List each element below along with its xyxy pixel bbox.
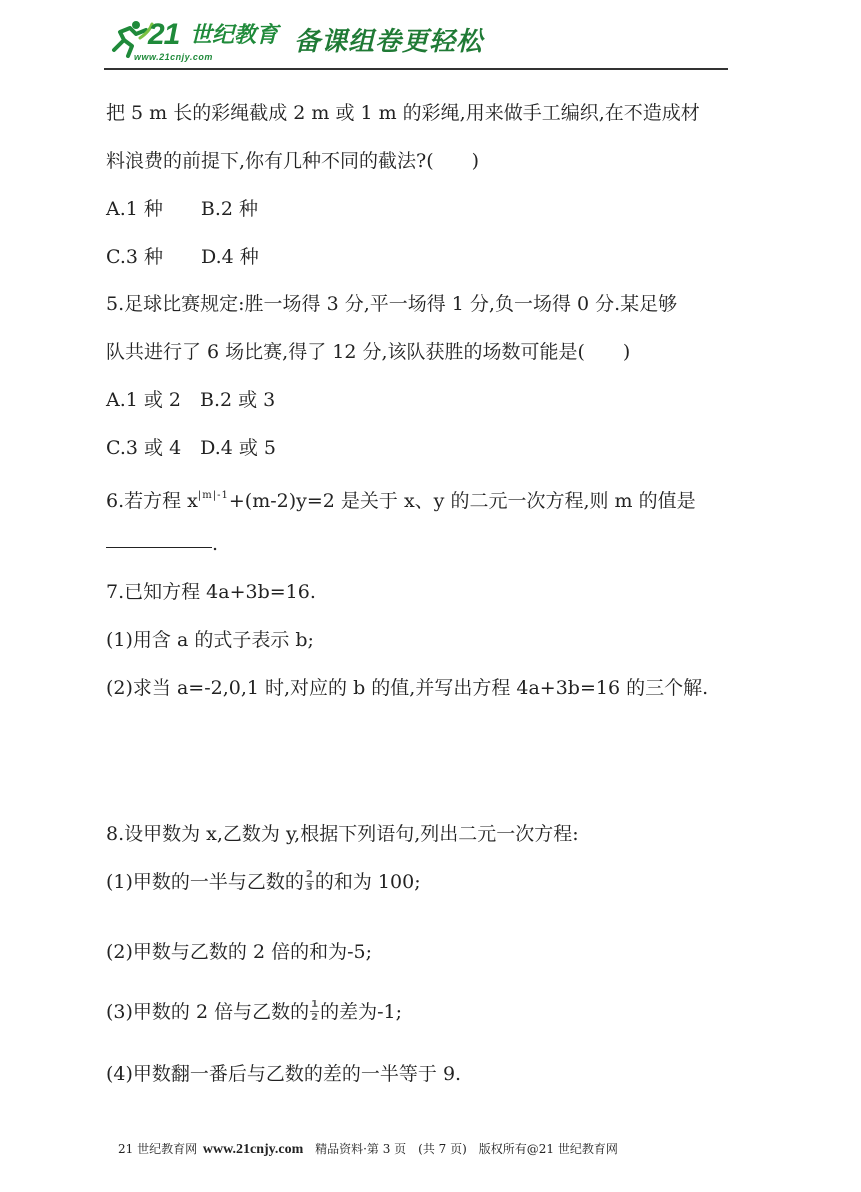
q8-part2: (2)甲数与乙数的 2 倍的和为-5; xyxy=(106,941,372,963)
header-divider xyxy=(104,68,728,70)
q8-part1-tail: 的和为 100; xyxy=(314,871,421,893)
q8-part4: (4)甲数翻一番后与乙数的差的一半等于 9. xyxy=(106,1063,462,1085)
q6-exponent: |m|-1 xyxy=(197,490,229,501)
fraction-denominator: 2 xyxy=(311,1011,319,1023)
q4-stem-line1: 把 5 m 长的彩绳截成 2 m 或 1 m 的彩绳,用来做手工编织,在不造成材 xyxy=(106,102,700,124)
header-slogan: 备课组卷更轻松 xyxy=(294,27,484,57)
q5-stem-line1: 5.足球比赛规定:胜一场得 3 分,平一场得 1 分,负一场得 0 分.某足够 xyxy=(106,293,678,315)
q6-answer-blank xyxy=(106,547,212,548)
q8-part1-text: (1)甲数的一半与乙数的 xyxy=(106,871,304,893)
q6-stem xyxy=(106,484,696,513)
logo-number: 21 xyxy=(148,18,180,51)
footer-info: 精品资料·第 3 页 (共 7 页) 版权所有@21 世纪教育网 xyxy=(315,1142,618,1156)
q8-part3-text: (3)甲数的 2 倍与乙数的 xyxy=(106,1001,310,1023)
fraction-denominator: 3 xyxy=(305,881,313,893)
fraction-one-half xyxy=(310,1000,319,1023)
footer-url: www.21cnjy.com xyxy=(202,1142,304,1157)
q8-stem: 8.设甲数为 x,乙数为 y,根据下列语句,列出二元一次方程: xyxy=(106,823,579,845)
q5-options-ab: A.1 或 2 B.2 或 3 xyxy=(106,389,276,411)
q8-part3-tail: 的差为-1; xyxy=(320,1001,402,1023)
fraction-numerator: 1 xyxy=(311,998,319,1010)
q8-part3 xyxy=(106,1000,402,1025)
q8-part1 xyxy=(106,870,421,895)
q6-end-period: . xyxy=(212,533,219,555)
q7-stem: 7.已知方程 4a+3b=16. xyxy=(106,581,316,603)
q5-options-cd: C.3 或 4 D.4 或 5 xyxy=(106,437,277,459)
fraction-numerator: 2 xyxy=(305,868,313,880)
fraction-two-thirds xyxy=(305,870,314,893)
page-footer xyxy=(118,1141,618,1158)
q6-suffix: +(m-2)y=2 是关于 x、y 的二元一次方程,则 m 的值是 xyxy=(228,490,696,512)
q6-prefix: 6.若方程 x xyxy=(106,490,198,512)
q7-part2: (2)求当 a=-2,0,1 时,对应的 b 的值,并写出方程 4a+3b=16 的三个解. xyxy=(106,677,709,699)
q4-stem-line2: 料浪费的前提下,你有几种不同的截法?( ) xyxy=(106,150,480,172)
footer-site: 21 世纪教育网 xyxy=(118,1142,198,1156)
q4-options-cd: C.3 种 D.4 种 xyxy=(106,246,259,268)
page-header xyxy=(104,16,728,72)
q5-stem-line2: 队共进行了 6 场比赛,得了 12 分,该队获胜的场数可能是( ) xyxy=(106,341,631,363)
logo-url: www.21cnjy.com xyxy=(134,52,213,62)
q7-part1: (1)用含 a 的式子表示 b; xyxy=(106,629,314,651)
q4-options-ab: A.1 种 B.2 种 xyxy=(106,198,259,220)
logo-text: 世纪教育 xyxy=(190,23,279,48)
